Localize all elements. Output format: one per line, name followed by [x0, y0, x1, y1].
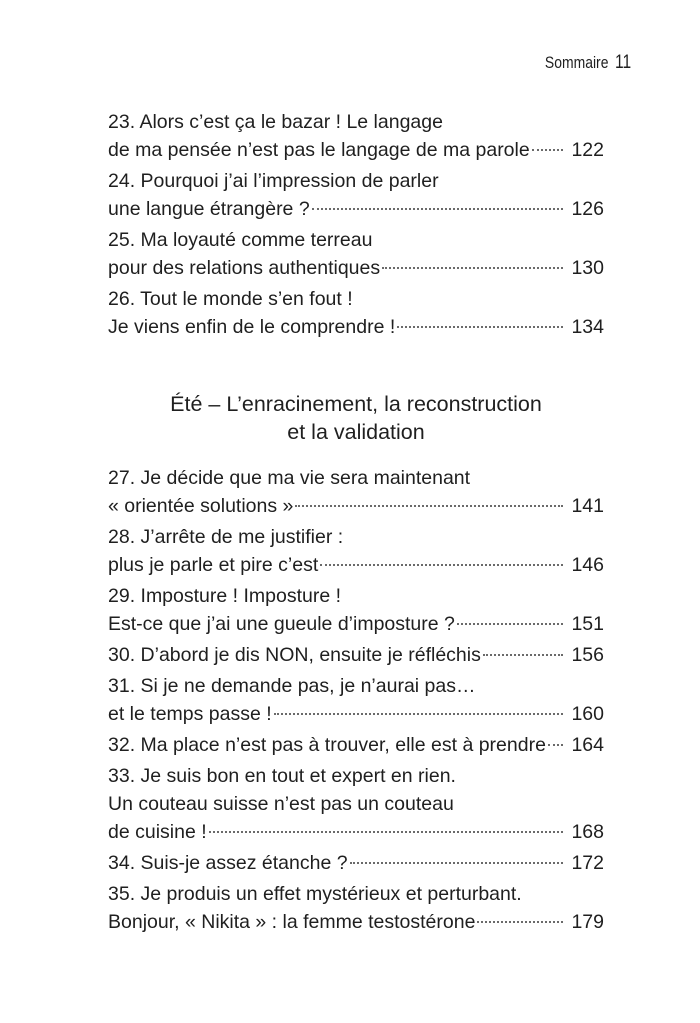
toc-entry[interactable] [108, 672, 604, 728]
toc-group-summer [108, 464, 604, 939]
toc-entry-page-number: 134 [571, 316, 604, 338]
toc-entry-last-line [108, 313, 604, 341]
running-head [545, 52, 631, 74]
toc-entry-title-line: 23. Alors c’est ça le bazar ! Le langage [108, 111, 443, 133]
dot-leader [477, 921, 563, 923]
toc-entry[interactable] [108, 464, 604, 520]
toc-entry-page-number: 156 [571, 644, 604, 666]
toc-entry[interactable] [108, 731, 604, 759]
dot-leader [295, 505, 563, 507]
toc-entry-title-line: Un couteau suisse n’est pas un couteau [108, 793, 454, 815]
dot-leader [350, 862, 564, 864]
toc-entry-title-line: 35. Je produis un effet mystérieux et perturbant. [108, 883, 522, 905]
toc-entry[interactable] [108, 167, 604, 223]
toc-entry-title-end: Je viens enfin de le comprendre ! [108, 316, 396, 338]
toc-entry-title-end: et le temps passe ! [108, 703, 272, 725]
toc-entry-page-number: 122 [571, 139, 604, 161]
toc-entry-page-number: 172 [571, 852, 604, 874]
toc-entry-title-end: 32. Ma place n’est pas à trouver, elle est à prendre [108, 734, 546, 756]
toc-entry-title-end: une langue étrangère ? [108, 198, 310, 220]
toc-entry-last-line [108, 700, 604, 728]
section-heading-line-1: Été – L’enracinement, la reconstruction [170, 392, 542, 416]
toc-entry-last-line [108, 610, 604, 638]
toc-entry-title-end: plus je parle et pire c’est [108, 554, 319, 576]
toc-entry-last-line [108, 195, 604, 223]
toc-entry-last-line [108, 551, 604, 579]
toc-entry[interactable] [108, 849, 604, 877]
dot-leader [312, 208, 564, 210]
toc-group-spring [108, 108, 604, 344]
toc-entry[interactable] [108, 523, 604, 579]
toc-entry-title-end: Est-ce que j’ai une gueule d’imposture ? [108, 613, 455, 635]
dot-leader [382, 267, 563, 269]
toc-entry-title-line: 31. Si je ne demande pas, je n’aurai pas… [108, 675, 476, 697]
toc-entry-title-line: 25. Ma loyauté comme terreau [108, 229, 373, 251]
dot-leader [548, 744, 564, 746]
page-number: 11 [614, 52, 631, 73]
toc-entry-last-line [108, 492, 604, 520]
running-head-section: Sommaire [544, 53, 609, 72]
toc-entry-page-number: 164 [571, 734, 604, 756]
toc-entry-title-end: Bonjour, « Nikita » : la femme testostérone [108, 911, 476, 933]
toc-entry-page-number: 151 [571, 613, 604, 635]
toc-entry-title-end: de cuisine ! [108, 821, 207, 843]
toc-entry-title-line: 27. Je décide que ma vie sera maintenant [108, 467, 471, 489]
toc-entry-page-number: 126 [571, 198, 604, 220]
toc-entry-title-end: « orientée solutions » [108, 495, 294, 517]
toc-entry-title-end: 34. Suis-je assez étanche ? [108, 852, 348, 874]
toc-entry-last-line [108, 641, 604, 669]
toc-entry-last-line [108, 731, 604, 759]
toc-entry-title-line: 29. Imposture ! Imposture ! [108, 585, 342, 607]
toc-entry-title-line: 28. J’arrête de me justifier : [108, 526, 344, 548]
dot-leader [397, 326, 563, 328]
section-heading [108, 390, 604, 446]
dot-leader [320, 564, 563, 566]
toc-entry-last-line [108, 849, 604, 877]
toc-entry-page-number: 130 [571, 257, 604, 279]
toc-entry-title-end: de ma pensée n’est pas le langage de ma parole [108, 139, 530, 161]
toc-entry[interactable] [108, 108, 604, 164]
toc-entry[interactable] [108, 226, 604, 282]
toc-entry-page-number: 160 [571, 703, 604, 725]
toc-entry[interactable] [108, 641, 604, 669]
toc-entry-page-number: 179 [571, 911, 604, 933]
toc-entry[interactable] [108, 762, 604, 846]
toc-entry-title-line: 33. Je suis bon en tout et expert en rien. [108, 765, 456, 787]
dot-leader [274, 713, 564, 715]
toc-entry[interactable] [108, 285, 604, 341]
toc-entry-title-line: 24. Pourquoi j’ai l’impression de parler [108, 170, 439, 192]
toc-entry-page-number: 168 [571, 821, 604, 843]
toc-entry[interactable] [108, 880, 604, 936]
toc-entry-last-line [108, 254, 604, 282]
toc-entry[interactable] [108, 582, 604, 638]
toc-entry-last-line [108, 818, 604, 846]
section-heading-line-2: et la validation [287, 420, 425, 444]
dot-leader [483, 654, 564, 656]
dot-leader [457, 623, 564, 625]
toc-entry-title-end: pour des relations authentiques [108, 257, 381, 279]
toc-entry-title-end: 30. D’abord je dis NON, ensuite je réfléchis [108, 644, 481, 666]
dot-leader [209, 831, 564, 833]
toc-entry-page-number: 146 [571, 554, 604, 576]
dot-leader [532, 149, 564, 151]
toc-entry-title-line: 26. Tout le monde s’en fout ! [108, 288, 353, 310]
toc-entry-last-line [108, 136, 604, 164]
toc-entry-page-number: 141 [571, 495, 604, 517]
toc-entry-last-line [108, 908, 604, 936]
